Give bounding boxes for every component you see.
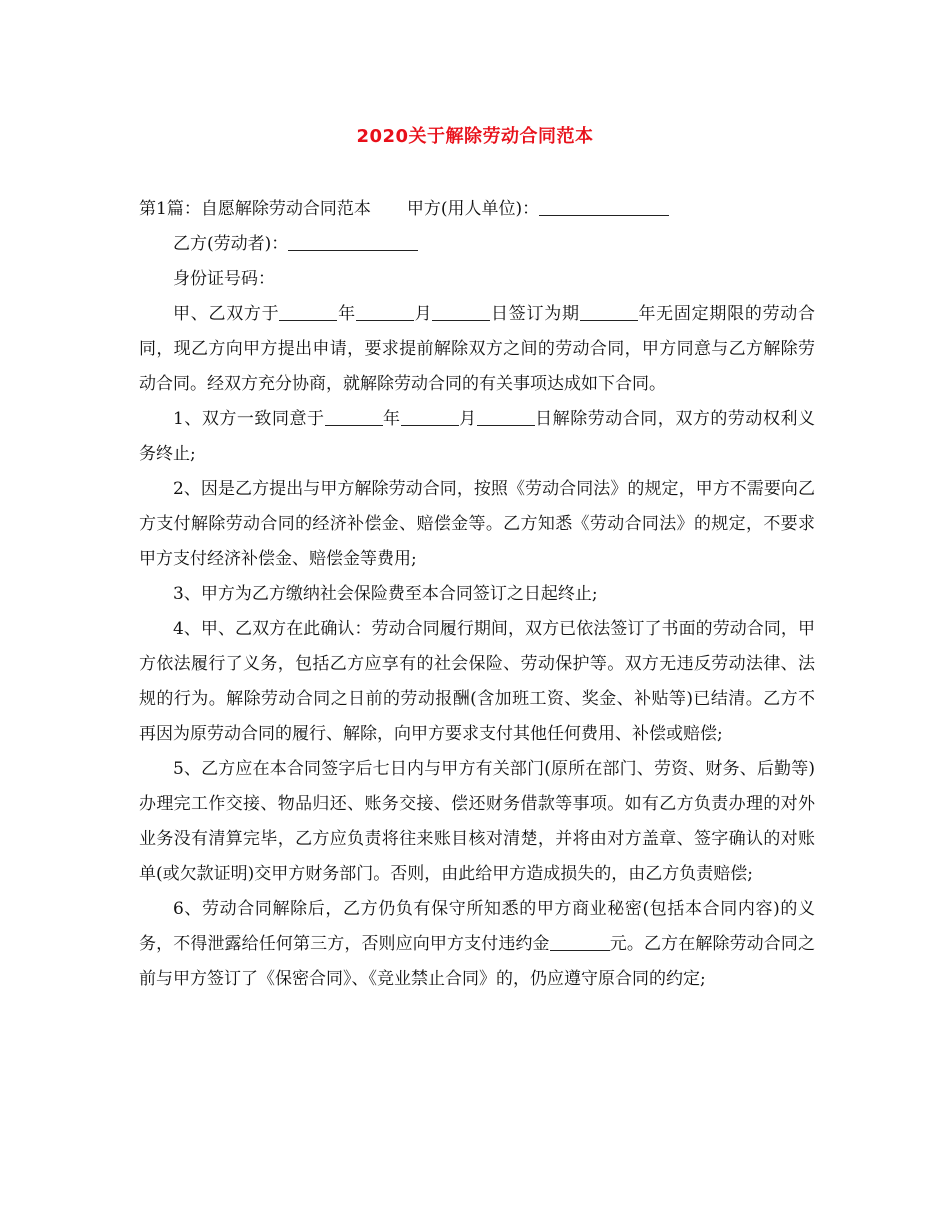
intro-text-1: 甲、乙双方于	[173, 304, 280, 324]
intro-paragraph	[139, 297, 815, 402]
clause-6-text-1: 6、劳动合同解除后，乙方仍负有保守所知悉的甲方商业秘密(包括本合同内容)的义务，不得泄露给任何第三方，否则应向甲方支付违约金	[139, 899, 815, 954]
intro-year-blank	[279, 304, 337, 321]
clause-2: 2、因是乙方提出与甲方解除劳动合同，按照《劳动合同法》的规定，甲方不需要向乙方支付解除劳动合同的经济补偿金、赔偿金等。乙方知悉《劳动合同法》的规定，不要求甲方支付经济补偿金、赔偿金等费用;	[139, 479, 815, 569]
party-b-line	[139, 227, 815, 262]
party-a-label: 甲方(用人单位)：	[406, 199, 540, 219]
id-line	[139, 262, 815, 297]
clause-1	[139, 402, 815, 472]
clause-6-unit: 元。	[609, 934, 645, 954]
clause-1-year-label: 年	[382, 409, 401, 429]
clause-1-day-blank	[477, 409, 535, 426]
clause-1-month-label: 月	[458, 409, 477, 429]
clause-1-text-2: 日解除劳动合同，双方的劳动权利义务终止;	[139, 409, 815, 464]
clause-6	[139, 892, 815, 997]
chapter-heading: 第1篇：自愿解除劳动合同范本	[139, 199, 371, 219]
party-b-blank	[288, 234, 418, 251]
clause-5: 5、乙方应在本合同签字后七日内与甲方有关部门(原所在部门、劳资、财务、后勤等)办理完工作交接、物品归还、账务交接、偿还财务借款等事项。如有乙方负责办理的对外业务没有清算完毕，乙方应负责将往来账目核对清楚，并将由对方盖章、签字确认的对账单(或欠款证明)交甲方财务部门。否则，由此给甲方造成损失的，由乙方负责赔偿;	[139, 759, 815, 884]
party-a-blank	[539, 199, 669, 216]
document-title: 2020关于解除劳动合同范本	[356, 126, 594, 147]
intro-month-label: 月	[413, 304, 433, 324]
intro-text-3: 年无固定期限的劳动合同，现乙方向甲方提出申请，要求提前解除双方之间的劳动合同，甲方同意与乙方解除劳动合同。经双方充分协商，就解除劳动合同的有关事项达成如下合同。	[139, 304, 816, 394]
intro-year-label: 年	[337, 304, 356, 324]
clause-1-text-1: 1、双方一致同意于	[173, 409, 325, 429]
intro-day-blank	[432, 304, 490, 321]
intro-text-2: 日签订为期	[490, 304, 580, 324]
clause-6-amount-blank	[550, 934, 610, 951]
document-body	[139, 192, 815, 997]
clause-1-month-blank	[401, 409, 459, 426]
clause-1-year-blank	[325, 409, 383, 426]
clause-4: 4、甲、乙双方在此确认：劳动合同履行期间，双方已依法签订了书面的劳动合同，甲方依法履行了义务，包括乙方应享有的社会保险、劳动保护等。双方无违反劳动法律、法规的行为。解除劳动合同之日前的劳动报酬(含加班工资、奖金、补贴等)已结清。乙方不再因为原劳动合同的履行、解除，向甲方要求支付其他任何费用、补偿或赔偿;	[139, 619, 815, 744]
clause-3: 3、甲方为乙方缴纳社会保险费至本合同签订之日起终止;	[173, 584, 598, 604]
party-b-label: 乙方(劳动者)：	[173, 234, 289, 254]
clause-6-text-2: 乙方在解除劳动合同之前与甲方签订了《保密合同》、《竞业禁止合同》的，仍应遵守原合同的约定;	[139, 934, 816, 989]
intro-term-blank	[580, 304, 638, 321]
intro-month-blank	[356, 304, 414, 321]
header-line	[139, 192, 815, 227]
id-label: 身份证号码：	[173, 269, 275, 289]
